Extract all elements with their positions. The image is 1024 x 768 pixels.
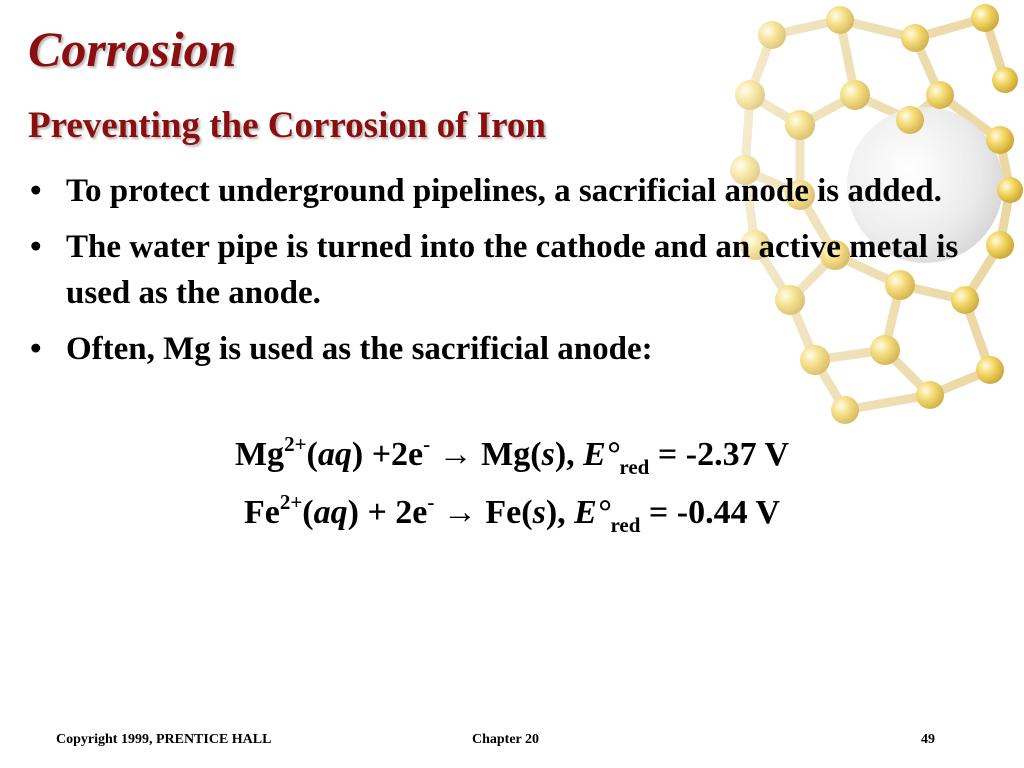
product-species: Fe(: [485, 494, 533, 531]
potential-subscript: red: [619, 455, 650, 479]
electron-sign: -: [427, 490, 435, 514]
bullet-list: [30, 168, 980, 382]
potential-symbol: E°: [583, 436, 620, 473]
footer-page-number: 49: [921, 732, 935, 747]
potential-value: = -0.44 V: [640, 494, 781, 531]
bullet-dot-icon: •: [30, 331, 42, 367]
reactant-charge: 2+: [279, 490, 303, 514]
potential-subscript: red: [610, 513, 641, 537]
product-phase: s: [541, 436, 555, 473]
electron-term: +2e: [363, 436, 424, 473]
bullet-dot-icon: •: [30, 173, 42, 209]
reaction-arrow-icon: →: [430, 436, 482, 473]
phase-open: (: [302, 494, 314, 531]
electron-term: + 2e: [358, 494, 428, 531]
reactant-phase: aq: [313, 494, 348, 531]
footer-copyright: Copyright 1999, PRENTICE HALL: [56, 732, 272, 747]
bullet-item: [30, 224, 980, 316]
equation-iron: [0, 490, 1024, 537]
reactant-phase: aq: [317, 436, 352, 473]
bullet-item: [30, 326, 980, 372]
phase-open: (: [306, 436, 318, 473]
bullet-text: Often, Mg is used as the sacrificial anode:: [66, 331, 653, 367]
phase-close: ): [351, 436, 364, 473]
reactant-charge: 2+: [284, 432, 307, 456]
potential-symbol: E°: [574, 494, 611, 531]
product-phase: s: [532, 494, 546, 531]
bullet-text: To protect underground pipelines, a sacrificial anode is added.: [66, 173, 942, 209]
equation-magnesium: [0, 432, 1024, 479]
reactant-species: Fe: [243, 494, 280, 531]
bullet-dot-icon: •: [30, 229, 42, 265]
bullet-item: [30, 168, 980, 214]
slide-subtitle: Preventing the Corrosion of Iron: [28, 105, 546, 146]
reaction-arrow-icon: →: [434, 494, 486, 531]
potential-value: = -2.37 V: [649, 436, 790, 473]
product-close: ),: [554, 436, 584, 473]
reactant-species: Mg: [234, 436, 285, 473]
product-species: Mg(: [481, 436, 542, 473]
product-close: ),: [545, 494, 575, 531]
slide-title: Corrosion: [28, 21, 237, 77]
bullet-text: The water pipe is turned into the cathode and an active metal is used as the anode.: [66, 229, 959, 311]
phase-close: ): [347, 494, 359, 531]
footer-chapter: Chapter 20: [472, 732, 540, 747]
electron-sign: -: [423, 432, 431, 456]
